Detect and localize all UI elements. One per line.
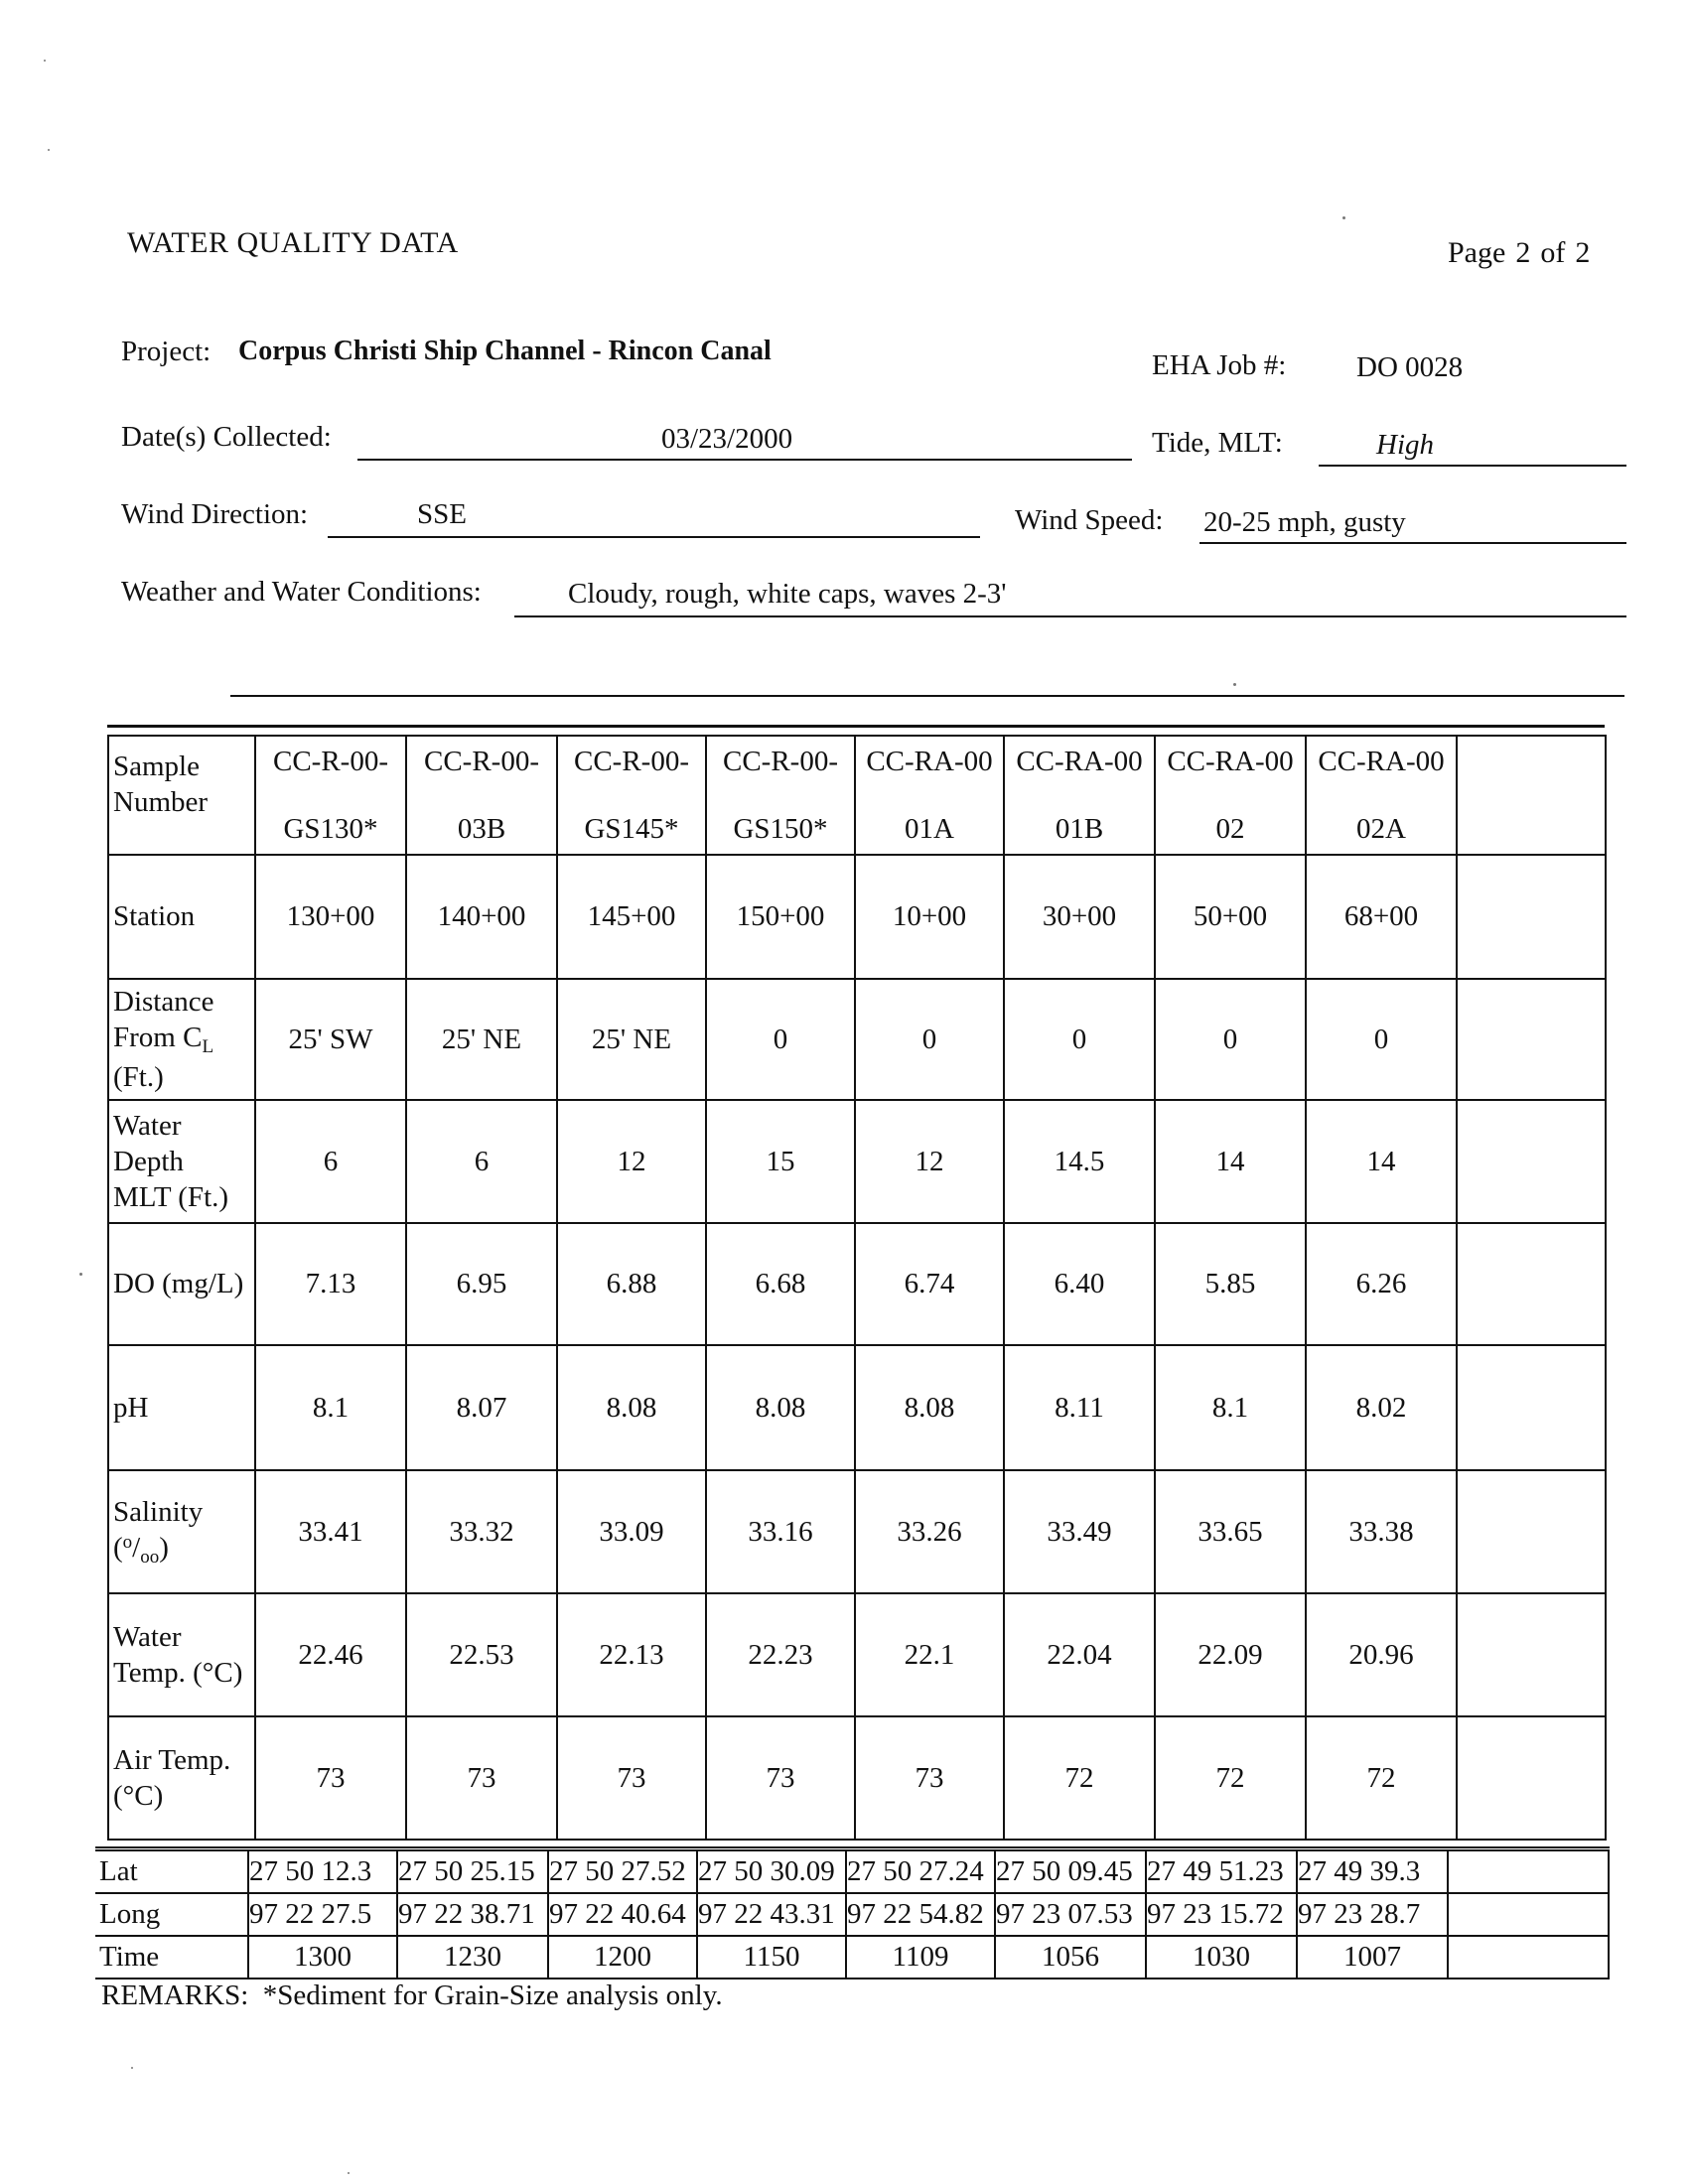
row-label-long: Long	[95, 1893, 248, 1936]
water-temp-cell: 22.1	[855, 1593, 1004, 1716]
air-temp-cell: 73	[255, 1716, 406, 1840]
time-cell: 1230	[397, 1936, 548, 1979]
table-row-ph	[108, 1345, 1606, 1470]
tide-underline	[1319, 465, 1626, 467]
row-label-air-temp: Air Temp. (°C)	[108, 1716, 255, 1840]
station-cell: 30+00	[1004, 855, 1155, 979]
distance-cell: 0	[855, 979, 1004, 1100]
table-row-do	[108, 1223, 1606, 1345]
time-cell: 1056	[995, 1936, 1146, 1979]
empty-cell	[1448, 1893, 1609, 1936]
table-row-sample-number	[108, 736, 1606, 855]
conditions-extra-underline	[230, 695, 1624, 697]
air-temp-cell: 73	[557, 1716, 706, 1840]
depth-cell: 14	[1155, 1100, 1306, 1223]
water-temp-cell: 22.53	[406, 1593, 557, 1716]
tide-value[interactable]: High	[1376, 429, 1434, 461]
depth-cell: 12	[557, 1100, 706, 1223]
empty-cell	[1457, 1716, 1606, 1840]
do-cell: 5.85	[1155, 1223, 1306, 1345]
water-temp-cell: 22.13	[557, 1593, 706, 1716]
water-temp-cell: 22.23	[706, 1593, 855, 1716]
station-cell: 68+00	[1306, 855, 1457, 979]
long-cell: 97 23 15.72	[1146, 1893, 1297, 1936]
lat-cell: 27 49 51.23	[1146, 1849, 1297, 1894]
distance-cell: 0	[706, 979, 855, 1100]
table-row-lat	[95, 1849, 1609, 1894]
ph-cell: 8.08	[706, 1345, 855, 1470]
table-row-air-temp	[108, 1716, 1606, 1840]
air-temp-cell: 72	[1004, 1716, 1155, 1840]
air-temp-cell: 73	[855, 1716, 1004, 1840]
long-cell: 97 22 40.64	[548, 1893, 697, 1936]
empty-cell	[1457, 979, 1606, 1100]
lat-cell: 27 50 27.52	[548, 1849, 697, 1894]
water-temp-cell: 20.96	[1306, 1593, 1457, 1716]
wind-speed-label: Wind Speed:	[1015, 504, 1164, 536]
empty-cell	[1457, 1223, 1606, 1345]
conditions-value[interactable]: Cloudy, rough, white caps, waves 2-3'	[568, 578, 1007, 610]
wind-speed-underline	[1199, 542, 1626, 544]
station-cell: 10+00	[855, 855, 1004, 979]
depth-cell: 14.5	[1004, 1100, 1155, 1223]
station-cell: 150+00	[706, 855, 855, 979]
water-temp-cell: 22.46	[255, 1593, 406, 1716]
remarks-label: REMARKS:	[101, 1979, 249, 2011]
distance-cell: 25' SW	[255, 979, 406, 1100]
remarks-text: *Sediment for Grain-Size analysis only.	[262, 1979, 723, 2011]
empty-cell	[1457, 736, 1606, 855]
table-top-rule	[107, 725, 1605, 728]
row-label-do: DO (mg/L)	[108, 1223, 255, 1345]
time-cell: 1030	[1146, 1936, 1297, 1979]
row-label-lat: Lat	[95, 1849, 248, 1894]
distance-cell: 0	[1155, 979, 1306, 1100]
station-cell: 130+00	[255, 855, 406, 979]
time-cell: 1109	[846, 1936, 995, 1979]
page-of: of	[1540, 236, 1566, 269]
table-row-time	[95, 1936, 1609, 1979]
row-label-distance: Distance From $C_L$ (Ft.)	[108, 979, 255, 1100]
time-cell: 1300	[248, 1936, 397, 1979]
project-name: Corpus Christi Ship Channel - Rincon Canal	[238, 336, 772, 366]
do-cell: 6.95	[406, 1223, 557, 1345]
wind-direction-value[interactable]: SSE	[417, 498, 467, 530]
long-cell: 97 22 38.71	[397, 1893, 548, 1936]
document-title: WATER QUALITY DATA	[127, 226, 459, 259]
row-label-station: Station	[108, 855, 255, 979]
page-current: 2	[1515, 236, 1531, 269]
depth-cell: 6	[406, 1100, 557, 1223]
row-label-ph: pH	[108, 1345, 255, 1470]
water-quality-table	[107, 735, 1607, 1841]
sample-id-cell: CC-R-00- GS130*	[255, 736, 406, 855]
coordinates-table	[95, 1846, 1610, 1979]
station-cell: 50+00	[1155, 855, 1306, 979]
empty-cell	[1457, 1100, 1606, 1223]
sample-id-cell: CC-RA-00 02	[1155, 736, 1306, 855]
wind-direction-underline	[328, 536, 980, 538]
long-cell: 97 22 43.31	[697, 1893, 846, 1936]
ph-cell: 8.08	[557, 1345, 706, 1470]
salinity-cell: 33.09	[557, 1470, 706, 1593]
distance-cell: 25' NE	[406, 979, 557, 1100]
long-cell: 97 22 27.5	[248, 1893, 397, 1936]
sample-id-cell: CC-R-00- GS150*	[706, 736, 855, 855]
conditions-underline	[514, 615, 1626, 617]
salinity-cell: 33.41	[255, 1470, 406, 1593]
salinity-cell: 33.38	[1306, 1470, 1457, 1593]
page-label: Page	[1448, 236, 1506, 269]
wind-direction-label: Wind Direction:	[121, 498, 309, 530]
table-row-water-depth	[108, 1100, 1606, 1223]
air-temp-cell: 73	[706, 1716, 855, 1840]
do-cell: 6.68	[706, 1223, 855, 1345]
depth-cell: 14	[1306, 1100, 1457, 1223]
long-cell: 97 23 07.53	[995, 1893, 1146, 1936]
water-temp-cell: 22.09	[1155, 1593, 1306, 1716]
lat-cell: 27 50 30.09	[697, 1849, 846, 1894]
station-cell: 140+00	[406, 855, 557, 979]
distance-cell: 0	[1004, 979, 1155, 1100]
sample-id-cell: CC-RA-00 01A	[855, 736, 1004, 855]
sample-id-cell: CC-RA-00 02A	[1306, 736, 1457, 855]
salinity-cell: 33.16	[706, 1470, 855, 1593]
job-number-value: DO 0028	[1356, 351, 1464, 383]
salinity-cell: 33.65	[1155, 1470, 1306, 1593]
salinity-cell: 33.49	[1004, 1470, 1155, 1593]
remarks	[101, 1979, 723, 2012]
dates-collected-value[interactable]: 03/23/2000	[661, 423, 793, 455]
ph-cell: 8.08	[855, 1345, 1004, 1470]
distance-cell: 0	[1306, 979, 1457, 1100]
distance-cell: 25' NE	[557, 979, 706, 1100]
tide-label: Tide, MLT:	[1152, 427, 1283, 459]
long-cell: 97 22 54.82	[846, 1893, 995, 1936]
row-label-sample-number: Sample Number	[108, 736, 255, 855]
lat-cell: 27 49 39.3	[1297, 1849, 1448, 1894]
long-cell: 97 23 28.7	[1297, 1893, 1448, 1936]
water-temp-cell: 22.04	[1004, 1593, 1155, 1716]
empty-cell	[1457, 855, 1606, 979]
conditions-label: Weather and Water Conditions:	[121, 576, 482, 608]
salinity-cell: 33.26	[855, 1470, 1004, 1593]
table-row-station	[108, 855, 1606, 979]
job-number-label: EHA Job #:	[1152, 349, 1287, 381]
ph-cell: 8.02	[1306, 1345, 1457, 1470]
page-total: 2	[1575, 236, 1591, 269]
table-row-water-temp	[108, 1593, 1606, 1716]
empty-cell	[1457, 1593, 1606, 1716]
depth-cell: 15	[706, 1100, 855, 1223]
sample-id-cell: CC-RA-00 01B	[1004, 736, 1155, 855]
ph-cell: 8.1	[255, 1345, 406, 1470]
time-cell: 1007	[1297, 1936, 1448, 1979]
row-label-water-temp: Water Temp. (°C)	[108, 1593, 255, 1716]
do-cell: 6.40	[1004, 1223, 1155, 1345]
sample-id-cell: CC-R-00- GS145*	[557, 736, 706, 855]
dates-collected-label: Date(s) Collected:	[121, 421, 332, 453]
ph-cell: 8.1	[1155, 1345, 1306, 1470]
lat-cell: 27 50 09.45	[995, 1849, 1146, 1894]
do-cell: 7.13	[255, 1223, 406, 1345]
empty-cell	[1457, 1345, 1606, 1470]
project-label: Project:	[121, 336, 212, 367]
empty-cell	[1448, 1936, 1609, 1979]
do-cell: 6.88	[557, 1223, 706, 1345]
wind-speed-value[interactable]: 20-25 mph, gusty	[1203, 506, 1406, 538]
table-row-long	[95, 1893, 1609, 1936]
do-cell: 6.26	[1306, 1223, 1457, 1345]
empty-cell	[1457, 1470, 1606, 1593]
row-label-salinity: Salinity $(^o/_{oo})$	[108, 1470, 255, 1593]
depth-cell: 6	[255, 1100, 406, 1223]
air-temp-cell: 72	[1306, 1716, 1457, 1840]
time-cell: 1150	[697, 1936, 846, 1979]
station-cell: 145+00	[557, 855, 706, 979]
table-row-salinity	[108, 1470, 1606, 1593]
row-label-time: Time	[95, 1936, 248, 1979]
salinity-cell: 33.32	[406, 1470, 557, 1593]
page-number	[1448, 236, 1590, 270]
air-temp-cell: 72	[1155, 1716, 1306, 1840]
empty-cell	[1448, 1849, 1609, 1894]
dates-collected-underline	[357, 459, 1132, 461]
air-temp-cell: 73	[406, 1716, 557, 1840]
sample-id-cell: CC-R-00- 03B	[406, 736, 557, 855]
lat-cell: 27 50 27.24	[846, 1849, 995, 1894]
lat-cell: 27 50 12.3	[248, 1849, 397, 1894]
do-cell: 6.74	[855, 1223, 1004, 1345]
table-row-distance	[108, 979, 1606, 1100]
time-cell: 1200	[548, 1936, 697, 1979]
ph-cell: 8.11	[1004, 1345, 1155, 1470]
depth-cell: 12	[855, 1100, 1004, 1223]
lat-cell: 27 50 25.15	[397, 1849, 548, 1894]
ph-cell: 8.07	[406, 1345, 557, 1470]
row-label-water-depth: Water Depth MLT (Ft.)	[108, 1100, 255, 1223]
